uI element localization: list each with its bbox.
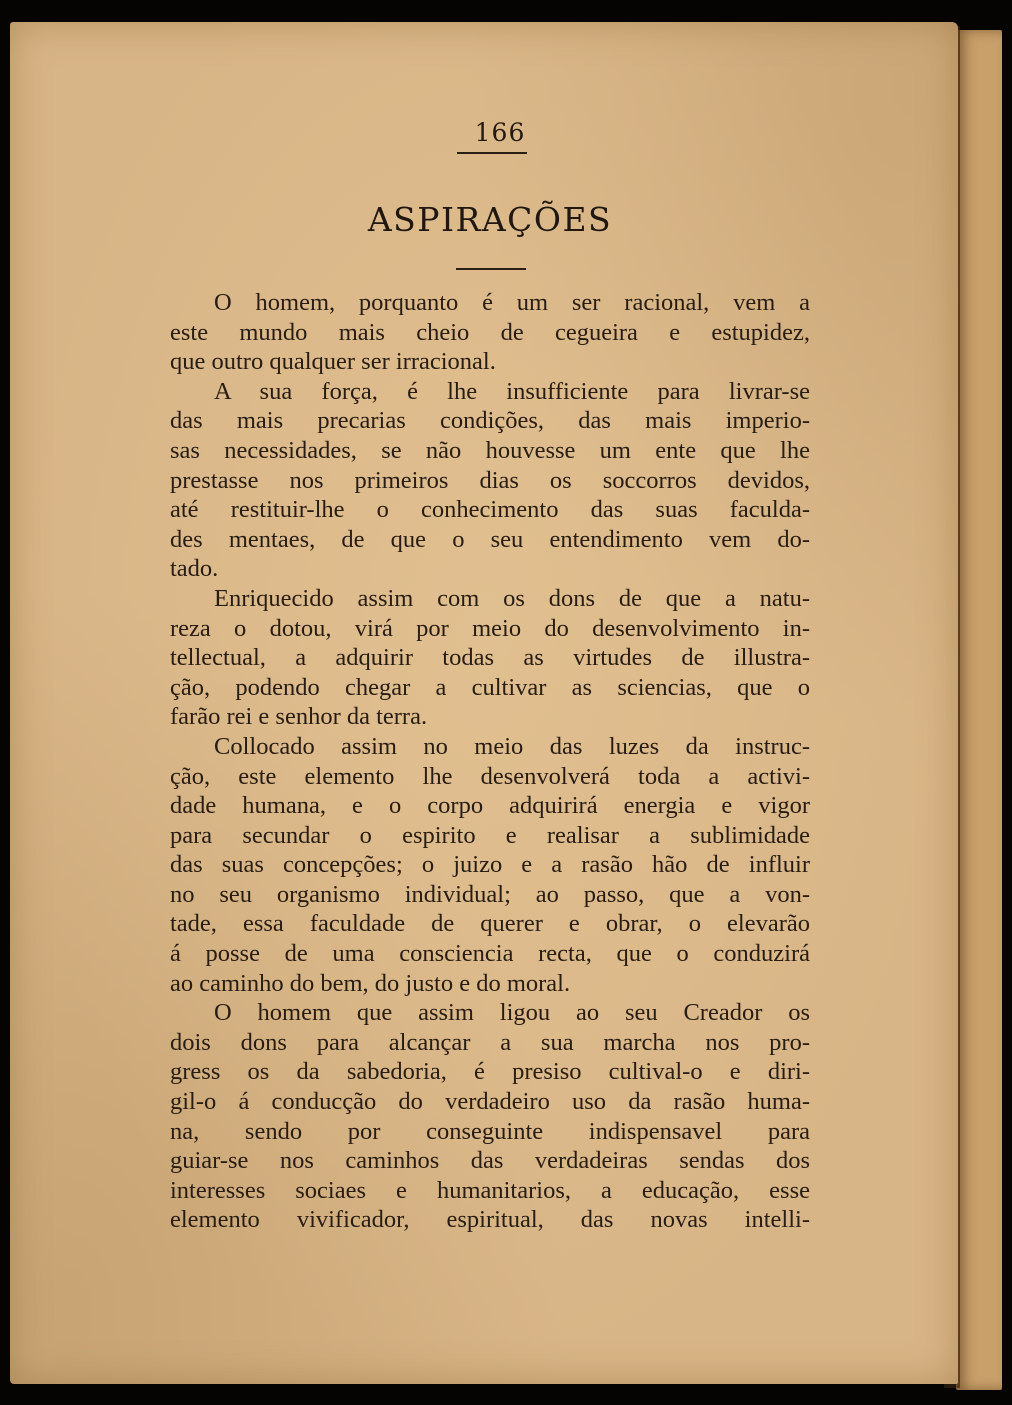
text-line: O homem que assim ligou ao seu Creador os <box>214 999 810 1027</box>
text-line: que outro qualquer ser irracional. <box>170 348 496 376</box>
text-line: dois dons para alcançar a sua marcha nos pro- <box>170 1028 810 1056</box>
text-line: no seu organismo individual; ao passo, que a von- <box>170 880 810 908</box>
text-line: farão rei e senhor da terra. <box>170 703 428 731</box>
text-line: na, sendo por conseguinte indispensavel para <box>170 1117 810 1145</box>
text-line: das mais precarias condições, das mais imperio- <box>170 407 810 435</box>
facing-page-edge <box>956 30 1002 1390</box>
text-line: guiar-se nos caminhos das verdadeiras sendas dos <box>170 1147 810 1175</box>
text-line: sas necessidades, se não houvesse um ente que lhe <box>170 436 810 464</box>
title-rule <box>456 268 526 270</box>
page-number: 166 <box>474 118 526 147</box>
text-line: elemento vivificador, espiritual, das novas intelli- <box>170 1206 810 1234</box>
text-line: Collocado assim no meio das luzes da instruc- <box>214 732 810 760</box>
text-line: tado. <box>170 555 219 583</box>
text-line: Enriquecido assim com os dons de que a natu- <box>214 584 810 612</box>
text-line: gress os da sabedoria, é presiso cultival-o e diri- <box>170 1058 810 1086</box>
chapter-title: ASPIRAÇÕES <box>367 200 613 239</box>
text-line: des mentaes, de que o seu entendimento vem do- <box>170 525 810 553</box>
text-line: este mundo mais cheio de cegueira e estupidez, <box>170 318 810 346</box>
text-line: interesses sociaes e humanitarios, a educação, esse <box>170 1176 810 1204</box>
text-line: ção, podendo chegar a cultivar as sciencias, que o <box>170 673 810 701</box>
text-line: até restituir-lhe o conhecimento das suas faculda- <box>170 496 810 524</box>
text-line: á posse de uma consciencia recta, que o conduzirá <box>170 940 810 968</box>
text-line: reza o dotou, virá por meio do desenvolvimento in- <box>170 614 810 642</box>
text-line: das suas concepções; o juizo e a rasão hão de influir <box>170 851 810 879</box>
text-line: para secundar o espirito e realisar a sublimidade <box>170 821 810 849</box>
text-line: prestasse nos primeiros dias os soccorros devidos, <box>170 466 810 494</box>
text-line: ção, este elemento lhe desenvolverá toda a activi- <box>170 762 810 790</box>
text-line: O homem, porquanto é um ser racional, vem a <box>214 289 810 316</box>
text-line: ao caminho do bem, do justo e do moral. <box>170 969 571 997</box>
page-number-rule <box>457 152 527 154</box>
text-line: gil-o á conducção do verdadeiro uso da rasão huma- <box>170 1088 810 1116</box>
body-text <box>170 288 810 1235</box>
text-line: tade, essa faculdade de querer e obrar, o elevarão <box>170 910 810 938</box>
text-line: A sua força, é lhe insufficiente para livrar-se <box>214 377 810 405</box>
text-line: dade humana, e o corpo adquirirá energia e vigor <box>170 792 810 820</box>
text-line: tellectual, a adquirir todas as virtudes de illustra- <box>170 644 810 672</box>
